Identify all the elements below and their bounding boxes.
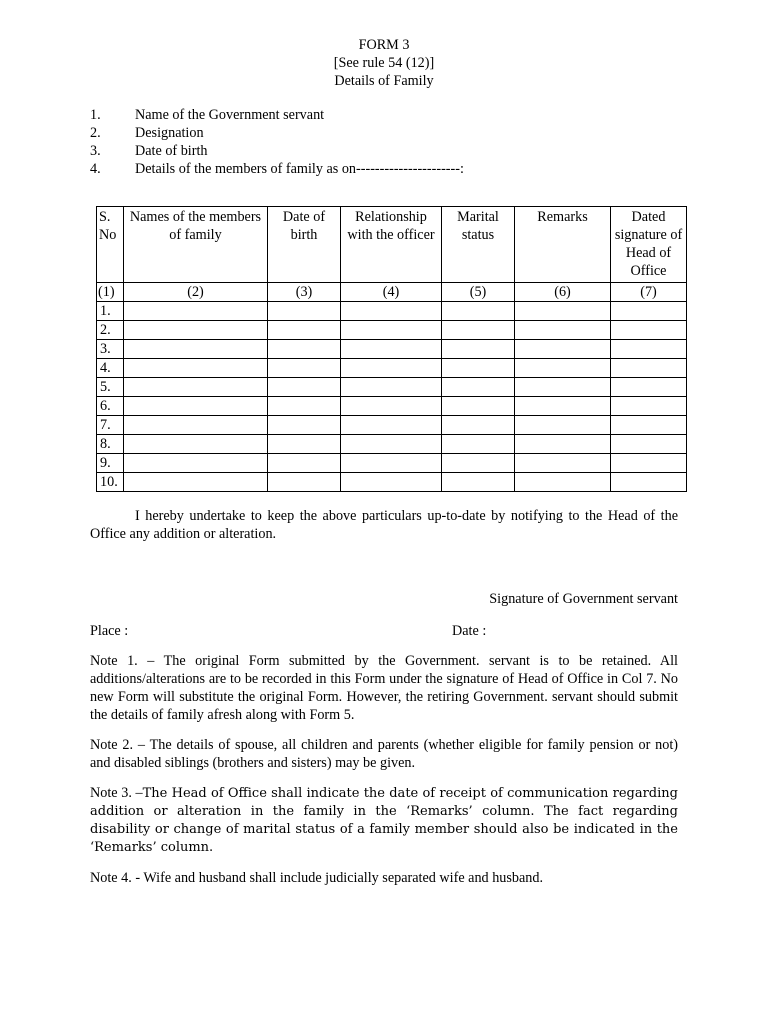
table-cell[interactable] — [442, 416, 515, 435]
column-number: (2) — [124, 283, 268, 302]
undertaking-text: I hereby undertake to keep the above particulars up-to-date by notifying to the Head of the Office any addition or alteration. — [90, 508, 678, 542]
table-cell[interactable] — [611, 397, 687, 416]
family-details-table — [96, 206, 687, 492]
table-cell[interactable] — [442, 454, 515, 473]
table-cell[interactable] — [124, 397, 268, 416]
column-number: (6) — [515, 283, 611, 302]
date-label: Date : — [452, 623, 487, 639]
row-number: 5. — [97, 378, 124, 397]
table-cell[interactable] — [268, 416, 341, 435]
note-3-lead: Note 3. – — [90, 785, 143, 801]
table-row — [97, 340, 687, 359]
header-sno: S. No — [97, 207, 124, 283]
column-number: (3) — [268, 283, 341, 302]
table-row — [97, 359, 687, 378]
table-cell[interactable] — [611, 435, 687, 454]
notes-section — [90, 652, 678, 887]
table-cell[interactable] — [341, 340, 442, 359]
column-number: (7) — [611, 283, 687, 302]
table-cell[interactable] — [124, 473, 268, 492]
item-number: 4. — [90, 161, 101, 177]
row-number: 7. — [97, 416, 124, 435]
note-3 — [90, 784, 678, 857]
table-cell[interactable] — [442, 435, 515, 454]
row-number: 1. — [97, 302, 124, 321]
table-cell[interactable] — [341, 397, 442, 416]
table-cell[interactable] — [442, 378, 515, 397]
table-row — [97, 473, 687, 492]
table-cell[interactable] — [515, 435, 611, 454]
table-cell[interactable] — [611, 416, 687, 435]
header-date-of-birth: Date of birth — [268, 207, 341, 283]
rule-reference: [See rule 54 (12)] — [333, 55, 435, 71]
row-number: 10. — [97, 473, 124, 492]
table-row — [97, 302, 687, 321]
table-cell[interactable] — [515, 473, 611, 492]
table-cell[interactable] — [341, 359, 442, 378]
table-cell[interactable] — [611, 321, 687, 340]
table-cell[interactable] — [341, 454, 442, 473]
table-cell[interactable] — [515, 416, 611, 435]
table-cell[interactable] — [124, 378, 268, 397]
servant-details-list — [90, 106, 690, 178]
row-number: 4. — [97, 359, 124, 378]
note-2: Note 2. – The details of spouse, all children and parents (whether eligible for family pension or not) and disabled siblings (brothers and sisters) may be given. — [90, 737, 678, 771]
table-cell[interactable] — [515, 359, 611, 378]
table-cell[interactable] — [611, 454, 687, 473]
row-number: 8. — [97, 435, 124, 454]
column-number: (1) — [97, 283, 124, 302]
note-4: Note 4. - Wife and husband shall include judicially separated wife and husband. — [90, 870, 544, 886]
table-cell[interactable] — [442, 302, 515, 321]
table-cell[interactable] — [124, 416, 268, 435]
list-item — [90, 160, 690, 178]
table-header-row — [97, 207, 687, 283]
table-cell[interactable] — [341, 435, 442, 454]
item-number: 1. — [90, 107, 101, 123]
table-cell[interactable] — [442, 473, 515, 492]
row-number: 6. — [97, 397, 124, 416]
table-row — [97, 435, 687, 454]
list-item — [90, 142, 690, 160]
header-names: Names of the members of family — [124, 207, 268, 283]
table-cell[interactable] — [442, 321, 515, 340]
table-cell[interactable] — [442, 397, 515, 416]
column-number: (5) — [442, 283, 515, 302]
table-cell[interactable] — [268, 378, 341, 397]
table-cell[interactable] — [611, 340, 687, 359]
place-label: Place : — [90, 623, 129, 639]
item-number: 3. — [90, 143, 101, 159]
header-relationship: Relationship with the officer — [341, 207, 442, 283]
table-cell[interactable] — [611, 302, 687, 321]
table-cell[interactable] — [124, 359, 268, 378]
item-label: Designation — [135, 125, 204, 141]
form-title: FORM 3 — [358, 37, 410, 53]
table-cell[interactable] — [268, 397, 341, 416]
table-row — [97, 454, 687, 473]
table-cell[interactable] — [515, 454, 611, 473]
header-remarks: Remarks — [515, 207, 611, 283]
item-label: Date of birth — [135, 143, 208, 159]
table-cell[interactable] — [124, 454, 268, 473]
table-cell[interactable] — [268, 302, 341, 321]
table-row — [97, 416, 687, 435]
note-1: Note 1. – The original Form submitted by the Government. servant is to be retained. All additions/alterations are to be recorded in this Form under the signature of Head of Office in Col 7. No new Form will substitute the original Form. However, the retiring Government. servant should submit the details of family afresh along with Form 5. — [90, 653, 678, 723]
header-signature: Dated signature of Head of Office — [611, 207, 687, 283]
form-header — [0, 36, 768, 90]
table-cell[interactable] — [515, 302, 611, 321]
form-subtitle: Details of Family — [334, 73, 434, 89]
item-number: 2. — [90, 125, 101, 141]
table-cell[interactable] — [515, 378, 611, 397]
row-number: 9. — [97, 454, 124, 473]
table-row — [97, 378, 687, 397]
item-label: Details of the members of family as on----------------------: — [135, 161, 464, 177]
table-cell[interactable] — [268, 454, 341, 473]
table-cell[interactable] — [341, 378, 442, 397]
table-cell[interactable] — [442, 359, 515, 378]
signature-label: Signature of Government servant — [489, 591, 678, 607]
table-cell[interactable] — [611, 473, 687, 492]
list-item — [90, 106, 690, 124]
table-cell[interactable] — [515, 340, 611, 359]
table-cell[interactable] — [268, 359, 341, 378]
table-cell[interactable] — [341, 473, 442, 492]
table-row — [97, 397, 687, 416]
table-cell[interactable] — [124, 435, 268, 454]
item-label: Name of the Government servant — [135, 107, 325, 123]
table-cell[interactable] — [268, 473, 341, 492]
table-cell[interactable] — [268, 435, 341, 454]
table-cell[interactable] — [515, 397, 611, 416]
note-3-text: The Head of Office shall indicate the date of receipt of communication regarding addition or alteration in the family in the ‘Remarks’ column. The fact regarding disability or change of marital status of a family member should also be indicated in the ‘Remarks’ column. — [90, 786, 678, 855]
table-cell[interactable] — [268, 340, 341, 359]
table-cell[interactable] — [268, 321, 341, 340]
undertaking-statement — [90, 507, 678, 543]
table-cell[interactable] — [341, 321, 442, 340]
table-cell[interactable] — [611, 359, 687, 378]
table-cell[interactable] — [124, 340, 268, 359]
table-cell[interactable] — [611, 378, 687, 397]
table-row — [97, 321, 687, 340]
table-cell[interactable] — [341, 416, 442, 435]
table-cell[interactable] — [341, 302, 442, 321]
column-number-row — [97, 283, 687, 302]
table-cell[interactable] — [442, 340, 515, 359]
table-cell[interactable] — [124, 321, 268, 340]
row-number: 2. — [97, 321, 124, 340]
row-number: 3. — [97, 340, 124, 359]
header-marital-status: Marital status — [442, 207, 515, 283]
column-number: (4) — [341, 283, 442, 302]
table-cell[interactable] — [124, 302, 268, 321]
list-item — [90, 124, 690, 142]
table-cell[interactable] — [515, 321, 611, 340]
